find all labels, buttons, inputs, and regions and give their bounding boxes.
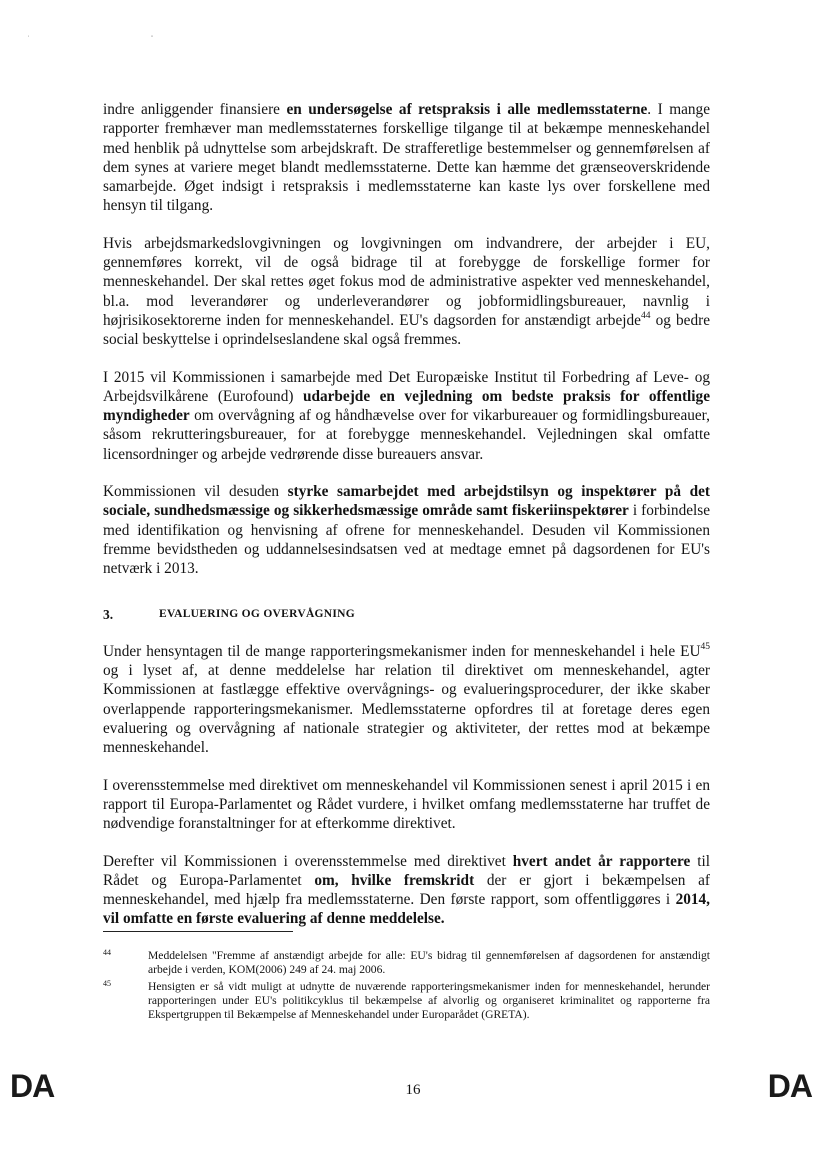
paragraph — [103, 776, 710, 834]
footnote-number: 45 — [103, 978, 111, 988]
page-number: 16 — [405, 1082, 421, 1098]
footnote-text: Meddelelsen "Fremme af anstændigt arbejde for alle: EU's bidrag til gennemførelsen af dagsordenen for anstændigt arbejde i verden, KOM(2006) 249 af 24. maj 2006. — [148, 949, 710, 977]
footnotes — [103, 949, 710, 1024]
text-run: . I mange rapporter fremhæver man medlemsstaternes forskellige tilgange til at bekæmpe menneskehandel med henblik på udnyttelse som arbejdskraft. De strafferetlige bestemmelser og gennemførelsen af dem synes at variere meget blandt medlemsstaterne. Dette kan hæmme det grænseoverskridende samarbejde. Øget indsigt i retspraksis i medlemsstaterne kan kaste lys over forskellene med hensyn til tilgang. — [103, 101, 710, 215]
text-run: I overensstemmelse med direktivet om menneskehandel vil Kommissionen senest i april 2015 i en rapport til Europa-Parlamentet og Rådet vurdere, i hvilket omfang medlemsstaterne har truffet de nødvendige foranstaltninger for at efterkomme direktivet. — [103, 776, 710, 833]
bold-run: styrke samarbejdet med arbejdstilsyn og inspektører på det sociale, sundhedsmæssige og sikkerhedsmæssige område samt fiskeriinspektører — [103, 483, 711, 520]
text-run: Under hensyntagen til de mange rapporteringsmekanismer inden for menneskehandel i hele EU — [103, 642, 701, 660]
text-run: til Rådet og Europa-Parlamentet — [103, 852, 710, 889]
section-title: EVALUERING OG OVERVÅGNING — [159, 607, 356, 620]
text-run: og bedre social beskyttelse i oprindelseslandene skal også fremmes. — [103, 311, 710, 349]
language-code-right: DA — [767, 1068, 812, 1104]
text-run: I 2015 vil Kommissionen i samarbejde med Det Europæiske Institut til Forbedring af Leve- og Arbejdsvilkårene (Eurofound) — [103, 368, 710, 405]
section-number: 3. — [103, 606, 114, 622]
footnote-text: Hensigten er så vidt muligt at udnytte de nuværende rapporteringsmekanismer inden for menneskehandel, herunder rapporteringen under EU's politikcyklus til bekæmpelse af alvorlig og organiseret kriminalitet og rapporterne fra Ekspertgruppen til Bekæmpelse af Menneskehandel under Europarådet (GRETA). — [148, 979, 710, 1022]
text-run: Hvis arbejdsmarkedslovgivningen og lovgivningen om indvandrere, der arbejder i EU, gennemføres korrekt, vil de også bidrage til at forebygge de forskellige former for menneskehandel. Der skal rettes øget fokus mod de administrative aspekter ved menneskehandel, bl.a. mod leverandører og underleverandører og jobformidlingsbureauer, navnlig i højrisikosektorerne inden for menneskehandel. EU's dagsorden for anstændigt arbejde — [103, 234, 710, 329]
text-run: der er gjort i bekæmpelsen af menneskehandel, med hjælp fra medlemsstaterne. Den første rapport, som offentliggøres i — [103, 871, 711, 909]
text-run: Derefter vil Kommissionen i overensstemmelse med direktivet — [103, 852, 513, 870]
text-run: i forbindelse med identifikation og henvisning af ofrene for menneskehandel. Desuden vil Kommissionen fremme bevidstheden og uddannelsesindsatsen ved at medtage emnet på dagsordenen for EU's netværk i 2013. — [103, 502, 711, 578]
footnote-reference: 45 — [700, 641, 710, 652]
paragraph — [103, 482, 710, 578]
text-run: og i lyset af, at denne meddelelse har relation til direktivet om menneskehandel, agter Kommissionen at fastlægge effektive overvågnings- og evalueringsprocedurer, der ikke skaber overlappende rapporteringsmekanismer. Medlemsstaterne opfordres til at foretage deres egen evaluering og overvågning af nationale strategier og aktiviteter, der rettes mod at bekæmpe menneskehandel. — [103, 662, 710, 757]
footnote-45 — [103, 980, 710, 1023]
footnote-44 — [103, 949, 710, 978]
paragraph — [103, 234, 710, 350]
paragraph — [103, 852, 710, 929]
language-code-left: DA — [10, 1068, 55, 1104]
scan-corner-marks: ' " — [28, 36, 213, 42]
bold-run: om, hvilke fremskridt — [314, 871, 475, 889]
bold-run: en undersøgelse af retspraksis i alle medlemsstaterne — [286, 101, 648, 118]
bold-run: 2014, vil omfatte en første evaluering af denne meddelelse. — [103, 891, 710, 928]
section-heading — [103, 605, 710, 624]
paragraph — [103, 642, 710, 758]
footnote-reference: 44 — [640, 310, 651, 321]
bold-run: udarbejde en vejledning om bedste praksis for offentlige myndigheder — [103, 387, 710, 425]
body-text — [103, 100, 710, 929]
bold-run: hvert andet år rapportere — [512, 852, 691, 870]
text-run: Kommissionen vil desuden — [103, 483, 288, 501]
text-run: om overvågning af og håndhævelse over for vikarbureauer og formidlingsbureauer, såsom rekrutteringsbureauer, for at forebygge menneskehandel. Vejledningen skal omfatte licensordninger og arbejde vedrørende disse bureauers ansvar. — [103, 407, 710, 463]
footnote-separator — [103, 931, 293, 932]
paragraph — [103, 368, 710, 464]
footnote-number: 44 — [103, 948, 111, 957]
text-run: indre anliggender finansiere — [103, 101, 287, 118]
paragraph — [103, 100, 710, 216]
